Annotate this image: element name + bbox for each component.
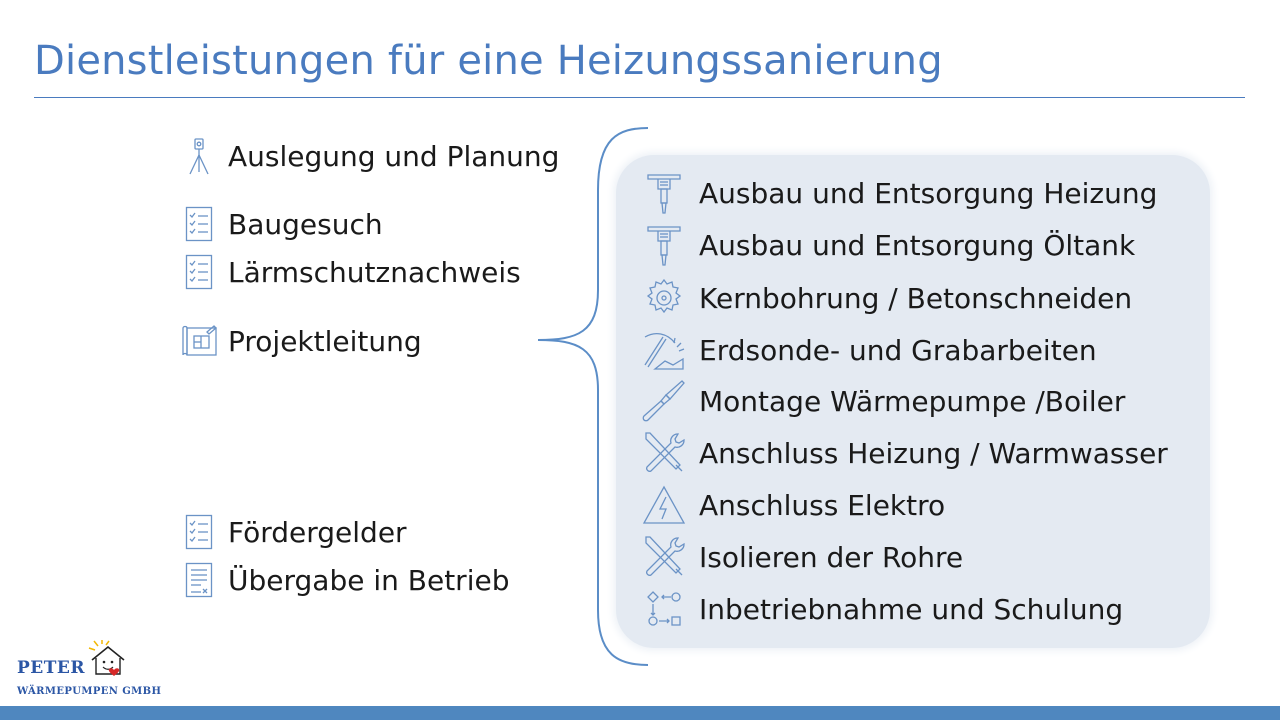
left-item-label: Baugesuch bbox=[228, 207, 383, 241]
right-item-label: Anschluss Heizung / Warmwasser bbox=[699, 436, 1168, 470]
high-voltage-icon bbox=[640, 483, 688, 527]
blueprint-icon bbox=[180, 322, 218, 360]
left-item-label: Übergabe in Betrieb bbox=[228, 563, 510, 597]
logo-subtitle: WÄRMEPUMPEN GMBH bbox=[17, 686, 162, 697]
right-item-elektro bbox=[640, 483, 945, 527]
jackhammer-icon bbox=[640, 171, 688, 215]
right-item-label: Montage Wärmepumpe /Boiler bbox=[699, 384, 1126, 418]
left-item-label: Projektleitung bbox=[228, 324, 422, 358]
right-item-label: Inbetriebnahme und Schulung bbox=[699, 592, 1124, 626]
saw-blade-icon bbox=[640, 276, 688, 320]
footer-bar bbox=[0, 706, 1280, 720]
workflow-icon bbox=[640, 587, 688, 631]
right-item-ausbau-heizung bbox=[640, 171, 1157, 215]
left-item-foerdergelder bbox=[180, 512, 407, 552]
pickaxe-icon bbox=[640, 328, 688, 372]
tools-icon bbox=[640, 535, 688, 579]
company-logo bbox=[16, 640, 162, 702]
right-item-erdsonde bbox=[640, 328, 1097, 372]
left-item-laermschutz bbox=[180, 252, 521, 292]
right-item-label: Isolieren der Rohre bbox=[699, 540, 964, 574]
right-item-label: Anschluss Elektro bbox=[699, 488, 946, 522]
right-item-label: Kernbohrung / Betonschneiden bbox=[699, 281, 1133, 315]
right-item-inbetriebnahme bbox=[640, 587, 1123, 631]
right-item-label: Ausbau und Entsorgung Heizung bbox=[699, 176, 1158, 210]
title-underline bbox=[34, 97, 1245, 98]
slide-title: Dienstleistungen für eine Heizungssanierung bbox=[34, 38, 943, 84]
right-item-anschluss-heizung bbox=[640, 431, 1168, 475]
tools-icon bbox=[640, 431, 688, 475]
right-item-kernbohrung bbox=[640, 276, 1132, 320]
checklist-icon bbox=[180, 513, 218, 551]
right-item-montage bbox=[640, 379, 1125, 423]
left-item-baugesuch bbox=[180, 204, 383, 244]
left-item-projektleitung bbox=[180, 321, 422, 361]
screwdriver-icon bbox=[640, 379, 688, 423]
left-item-label: Auslegung und Planung bbox=[228, 139, 560, 173]
logo-house-icon bbox=[84, 640, 130, 680]
jackhammer-icon bbox=[640, 223, 688, 267]
left-item-label: Lärmschutznachweis bbox=[228, 255, 521, 289]
left-item-uebergabe bbox=[180, 560, 509, 600]
right-item-isolieren bbox=[640, 535, 963, 579]
right-item-label: Erdsonde- und Grabarbeiten bbox=[699, 333, 1097, 367]
logo-name: PETER bbox=[17, 658, 85, 678]
right-item-ausbau-oeltank bbox=[640, 223, 1135, 267]
surveying-tripod-icon bbox=[180, 137, 218, 175]
left-item-auslegung bbox=[180, 136, 559, 176]
checklist-icon bbox=[180, 205, 218, 243]
signed-document-icon bbox=[180, 561, 218, 599]
checklist-icon bbox=[180, 253, 218, 291]
right-item-label: Ausbau und Entsorgung Öltank bbox=[699, 228, 1136, 262]
left-item-label: Fördergelder bbox=[228, 515, 407, 549]
